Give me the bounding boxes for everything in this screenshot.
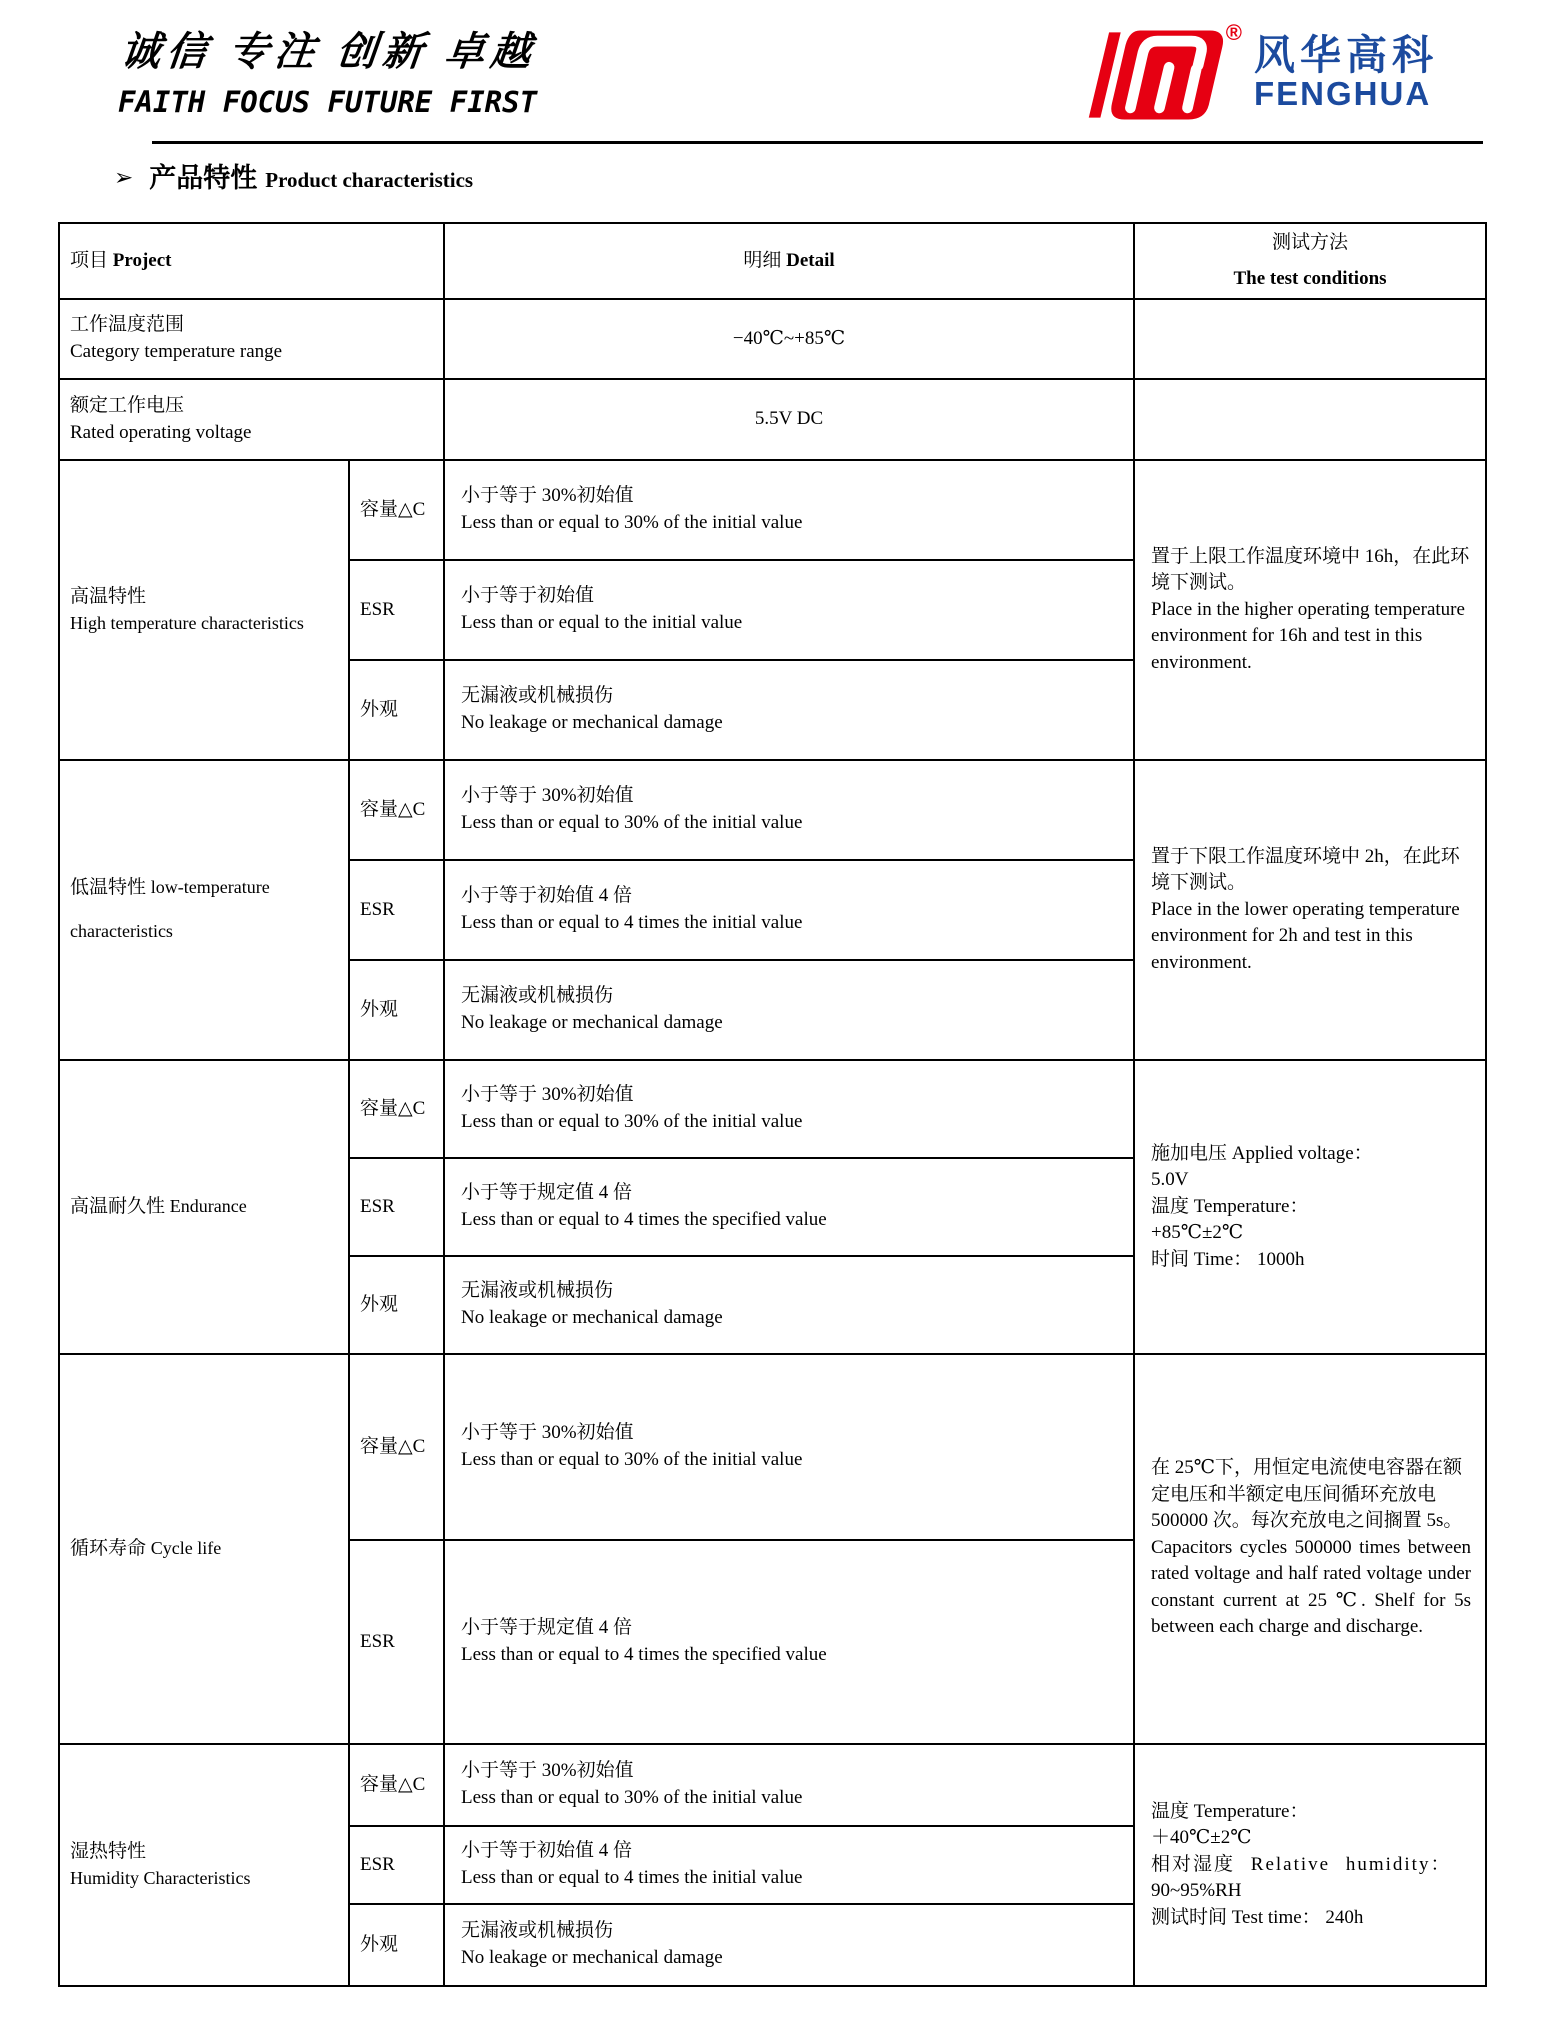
detail-cell bbox=[444, 1256, 1134, 1354]
slogan-chinese: 诚信 专注 创新 卓越 bbox=[118, 29, 540, 74]
logo-wordmark bbox=[1254, 34, 1438, 112]
conditions-header-en: The test conditions bbox=[1233, 268, 1387, 289]
section-label-cycle-life bbox=[59, 1354, 349, 1744]
conditions-line: 90~95%RH bbox=[1151, 1880, 1242, 1902]
conditions-cell-cycle-life bbox=[1134, 1354, 1486, 1744]
conditions-line: 测试时间 Test time： 240h bbox=[1151, 1906, 1364, 1928]
conditions-column-header bbox=[1134, 223, 1486, 299]
detail-cn: 无漏液或机械损伤 bbox=[461, 1920, 614, 1942]
cycle-life-row-capacity bbox=[59, 1354, 1486, 1540]
section-label-humidity bbox=[59, 1744, 349, 1986]
param-cell-appearance: 外观 bbox=[349, 1904, 444, 1986]
detail-en: Less than or equal to 4 times the initial value bbox=[461, 1867, 803, 1888]
humidity-name-cn: 湿热特性 bbox=[70, 1841, 147, 1863]
conditions-line: +85℃±2℃ bbox=[1151, 1222, 1244, 1244]
conditions-line: 时间 Time： 1000h bbox=[1151, 1248, 1305, 1270]
low-temp-row-capacity bbox=[59, 760, 1486, 860]
param-cell-esr: ESR bbox=[349, 560, 444, 660]
conditions-cell-humidity bbox=[1134, 1744, 1486, 1986]
param-cell-appearance: 外观 bbox=[349, 1256, 444, 1354]
detail-cell bbox=[444, 560, 1134, 660]
cycle-life-name-en: Cycle life bbox=[150, 1538, 222, 1559]
detail-header-en: Detail bbox=[786, 249, 835, 271]
detail-en: No leakage or mechanical damage bbox=[461, 1307, 723, 1328]
detail-en: No leakage or mechanical damage bbox=[461, 1012, 723, 1033]
detail-header-cn: 明细 bbox=[743, 249, 782, 271]
detail-cn: 小于等于 30%初始值 bbox=[461, 485, 634, 507]
humidity-name-en: Humidity Characteristics bbox=[70, 1867, 251, 1888]
low-temp-name-cn: 低温特性 bbox=[70, 877, 147, 899]
detail-cn: 小于等于 30%初始值 bbox=[461, 1084, 634, 1106]
detail-en: Less than or equal to 30% of the initial value bbox=[461, 1449, 803, 1470]
detail-cn: 小于等于规定值 4 倍 bbox=[461, 1182, 633, 1204]
detail-column-header bbox=[444, 223, 1134, 299]
high-temp-name-en: High temperature characteristics bbox=[70, 612, 304, 633]
high-temp-name-cn: 高温特性 bbox=[70, 586, 147, 608]
endurance-name-cn: 高温耐久性 bbox=[70, 1196, 166, 1218]
product-characteristics-table bbox=[58, 222, 1487, 1987]
fenghua-emblem-icon bbox=[1082, 20, 1244, 128]
detail-cell bbox=[444, 1354, 1134, 1540]
conditions-cell-low-temp bbox=[1134, 760, 1486, 1060]
conditions-cn: 在 25℃下，用恒定电流使电容器在额定电压和半额定电压间循环充放电 500000 次。每次充放电之间搁置 5s。 bbox=[1151, 1456, 1463, 1532]
detail-cn: 小于等于初始值 4 倍 bbox=[461, 1840, 633, 1862]
conditions-cell-high-temp bbox=[1134, 460, 1486, 760]
param-cell-capacity: 容量△C bbox=[349, 1060, 444, 1158]
param-cell-esr: ESR bbox=[349, 1540, 444, 1744]
slogan-english: FAITH FOCUS FUTURE FIRST bbox=[118, 85, 538, 119]
conditions-line: 施加电压 Applied voltage： bbox=[1151, 1142, 1373, 1164]
conditions-cell-endurance bbox=[1134, 1060, 1486, 1354]
conditions-en: Capacitors cycles 500000 times between rated voltage and half rated voltage under constant current at 25 ℃. Shelf for 5s between each charge and discharge. bbox=[1151, 1536, 1472, 1638]
voltage-label-cn: 额定工作电压 bbox=[70, 394, 185, 416]
param-cell-esr: ESR bbox=[349, 1158, 444, 1256]
logo-brand-chinese: 风华高科 bbox=[1254, 32, 1438, 78]
fenghua-emblem-graphic bbox=[1082, 26, 1232, 124]
param-cell-esr: ESR bbox=[349, 860, 444, 960]
detail-cell bbox=[444, 460, 1134, 560]
detail-cn: 小于等于 30%初始值 bbox=[461, 785, 634, 807]
fenghua-logo bbox=[1082, 20, 1438, 128]
detail-cn: 小于等于初始值 4 倍 bbox=[461, 885, 633, 907]
conditions-line: 温度 Temperature： bbox=[1151, 1800, 1309, 1822]
param-cell-appearance: 外观 bbox=[349, 660, 444, 760]
conditions-line: 相对湿度 Relative humidity： bbox=[1151, 1853, 1452, 1875]
detail-cn: 无漏液或机械损伤 bbox=[461, 985, 614, 1007]
param-cell-capacity: 容量△C bbox=[349, 760, 444, 860]
section-label-endurance bbox=[59, 1060, 349, 1354]
voltage-label bbox=[59, 379, 444, 460]
conditions-line: ＋40℃±2℃ bbox=[1151, 1827, 1252, 1849]
param-cell-capacity: 容量△C bbox=[349, 1744, 444, 1826]
temp-range-label-cn: 工作温度范围 bbox=[70, 314, 185, 336]
param-cell-appearance: 外观 bbox=[349, 960, 444, 1060]
temp-range-row bbox=[59, 299, 1486, 379]
conditions-line: 温度 Temperature： bbox=[1151, 1195, 1309, 1217]
endurance-row-capacity bbox=[59, 1060, 1486, 1158]
temp-range-label-en: Category temperature range bbox=[70, 341, 283, 362]
conditions-en: Place in the lower operating temperature environment for 2h and test in this environment. bbox=[1151, 898, 1460, 973]
company-slogan bbox=[118, 20, 540, 119]
section-title bbox=[114, 156, 473, 195]
detail-en: No leakage or mechanical damage bbox=[461, 1947, 723, 1968]
detail-cn: 小于等于规定值 4 倍 bbox=[461, 1617, 633, 1639]
section-label-high-temp bbox=[59, 460, 349, 760]
detail-cn: 小于等于 30%初始值 bbox=[461, 1422, 634, 1444]
detail-cell bbox=[444, 760, 1134, 860]
header-divider bbox=[152, 141, 1483, 144]
detail-cell bbox=[444, 660, 1134, 760]
registered-trademark-icon: ® bbox=[1225, 20, 1242, 45]
detail-cn: 小于等于初始值 bbox=[461, 585, 595, 607]
table-header-row bbox=[59, 223, 1486, 299]
detail-en: Less than or equal to 4 times the specified value bbox=[461, 1209, 827, 1230]
detail-en: No leakage or mechanical damage bbox=[461, 712, 723, 733]
detail-cell bbox=[444, 1060, 1134, 1158]
detail-en: Less than or equal to 30% of the initial value bbox=[461, 812, 803, 833]
detail-en: Less than or equal to 30% of the initial value bbox=[461, 512, 803, 533]
detail-en: Less than or equal to the initial value bbox=[461, 612, 743, 633]
detail-cell bbox=[444, 960, 1134, 1060]
detail-en: Less than or equal to 4 times the specified value bbox=[461, 1644, 827, 1665]
conditions-cn: 置于上限工作温度环境中 16h，在此环境下测试。 bbox=[1151, 545, 1470, 594]
param-cell-capacity: 容量△C bbox=[349, 460, 444, 560]
cycle-life-name-cn: 循环寿命 bbox=[70, 1538, 147, 1560]
detail-cell bbox=[444, 1540, 1134, 1744]
detail-en: Less than or equal to 30% of the initial value bbox=[461, 1787, 803, 1808]
voltage-conditions-empty bbox=[1134, 379, 1486, 460]
voltage-value: 5.5V DC bbox=[444, 379, 1134, 460]
detail-en: Less than or equal to 4 times the initial value bbox=[461, 912, 803, 933]
detail-cell bbox=[444, 860, 1134, 960]
temp-range-conditions-empty bbox=[1134, 299, 1486, 379]
logo-brand-english: FENGHUA bbox=[1254, 75, 1432, 113]
detail-cn: 无漏液或机械损伤 bbox=[461, 685, 614, 707]
endurance-name-en: Endurance bbox=[169, 1196, 247, 1217]
section-label-low-temp bbox=[59, 760, 349, 1060]
detail-cell bbox=[444, 1744, 1134, 1826]
conditions-cn: 置于下限工作温度环境中 2h，在此环境下测试。 bbox=[1151, 845, 1460, 894]
param-cell-esr: ESR bbox=[349, 1826, 444, 1904]
low-temp-name-en: low-temperature characteristics bbox=[70, 877, 270, 941]
detail-cell bbox=[444, 1826, 1134, 1904]
detail-cell bbox=[444, 1904, 1134, 1986]
conditions-en: Place in the higher operating temperature environment for 16h and test in this environment. bbox=[1151, 598, 1465, 673]
param-cell-capacity: 容量△C bbox=[349, 1354, 444, 1540]
voltage-label-en: Rated operating voltage bbox=[70, 421, 252, 443]
section-title-chinese: 产品特性 bbox=[149, 163, 258, 193]
project-header-cn: 项目 bbox=[70, 249, 109, 271]
project-header-en: Project bbox=[112, 249, 172, 271]
temp-range-value: −40℃~+85℃ bbox=[444, 299, 1134, 379]
detail-cn: 无漏液或机械损伤 bbox=[461, 1280, 614, 1302]
temp-range-label bbox=[59, 299, 444, 379]
voltage-row bbox=[59, 379, 1486, 460]
conditions-line: 5.0V bbox=[1151, 1169, 1189, 1191]
arrow-bullet-icon: ➢ bbox=[114, 165, 134, 191]
conditions-header-cn: 测试方法 bbox=[1272, 231, 1349, 253]
project-column-header bbox=[59, 223, 444, 299]
section-title-english: Product characteristics bbox=[265, 168, 474, 192]
detail-cn: 小于等于 30%初始值 bbox=[461, 1760, 634, 1782]
detail-cell bbox=[444, 1158, 1134, 1256]
high-temp-row-capacity bbox=[59, 460, 1486, 560]
detail-en: Less than or equal to 30% of the initial value bbox=[461, 1111, 803, 1132]
humidity-row-capacity bbox=[59, 1744, 1486, 1826]
